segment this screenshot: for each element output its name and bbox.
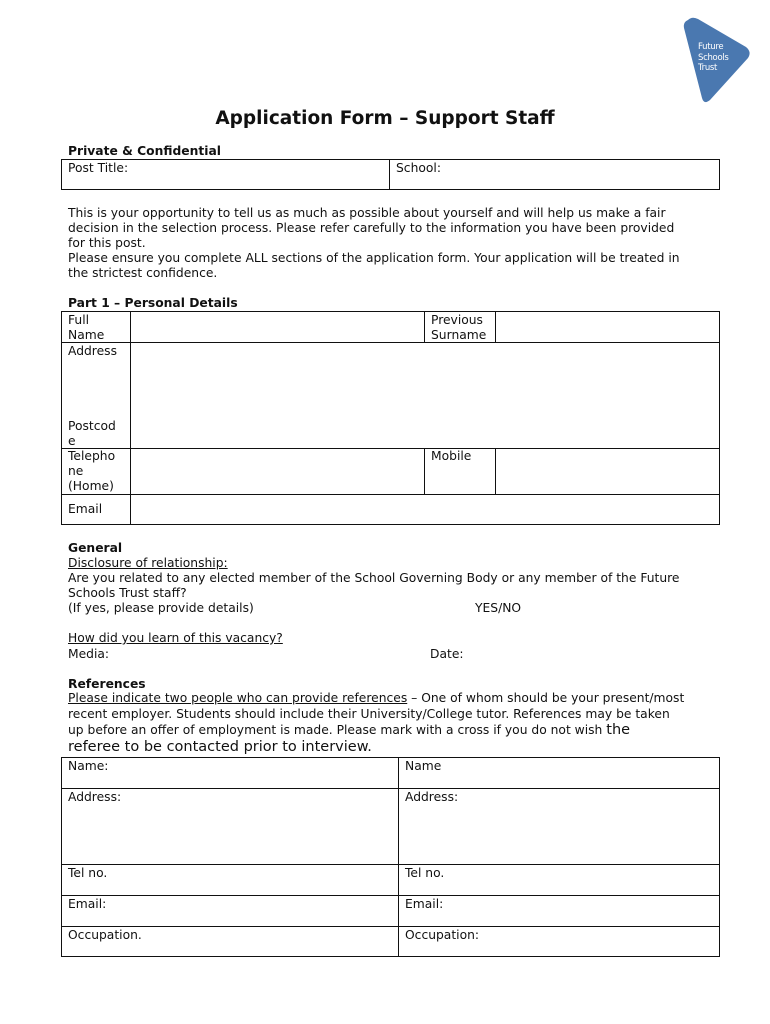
intro-line-2: decision in the selection process. Please refer carefully to the information you have been provided xyxy=(68,221,675,235)
page-title: Application Form – Support Staff xyxy=(215,108,555,129)
row-line-1 xyxy=(61,342,720,343)
post-title-field[interactable] xyxy=(150,161,385,187)
references-line-3 xyxy=(68,723,630,738)
address-label: Address xyxy=(68,344,117,358)
logo-line-3: Trust xyxy=(698,63,718,73)
col-line-mobile-1 xyxy=(424,448,425,494)
references-instruction-underlined: Please indicate two people who can provide references xyxy=(68,691,408,705)
col-line-mobile-2 xyxy=(495,448,496,494)
ref2-occupation-label: Occupation: xyxy=(405,928,480,942)
full-name-label xyxy=(68,313,104,343)
telephone-field[interactable] xyxy=(133,450,421,492)
postcode-label-1: Postcod xyxy=(68,419,116,433)
ref-row-line-4 xyxy=(61,926,720,927)
full-name-label-1: Full xyxy=(68,313,90,327)
ref1-address-label: Address: xyxy=(68,790,122,804)
postcode-label xyxy=(68,419,116,449)
references-heading: References xyxy=(68,677,146,691)
intro-line-4: Please ensure you complete ALL sections of the application form. Your application will be treated in xyxy=(68,251,680,265)
references-line-3-big: the xyxy=(606,722,631,738)
ref1-occupation-field[interactable] xyxy=(150,928,394,955)
disclosure-question-2: Schools Trust staff? xyxy=(68,586,187,600)
ref2-email-label: Email: xyxy=(405,897,444,911)
disclosure-label: Disclosure of relationship: xyxy=(68,556,228,570)
address-field[interactable] xyxy=(133,344,717,446)
telephone-label-3: (Home) xyxy=(68,479,114,493)
vacancy-question: How did you learn of this vacancy? xyxy=(68,631,283,645)
ref1-name-field[interactable] xyxy=(120,759,394,786)
ref2-name-field[interactable] xyxy=(450,759,716,786)
media-field[interactable] xyxy=(118,646,418,662)
date-field[interactable] xyxy=(470,646,710,662)
school-field[interactable] xyxy=(450,161,715,187)
references-line-4: referee to be contacted prior to interview. xyxy=(68,739,372,755)
ref1-tel-label: Tel no. xyxy=(68,866,108,880)
general-heading: General xyxy=(68,541,123,555)
ref2-name-label: Name xyxy=(405,759,442,773)
ref1-tel-field[interactable] xyxy=(120,866,394,893)
ref2-address-label: Address: xyxy=(405,790,459,804)
post-table-divider xyxy=(389,159,390,190)
col-line-prev-2 xyxy=(495,311,496,342)
row-line-2 xyxy=(61,448,720,449)
ref2-tel-field[interactable] xyxy=(460,866,716,893)
full-name-label-2: Name xyxy=(68,328,105,342)
intro-line-1: This is your opportunity to tell us as much as possible about yourself and will help us make a fair xyxy=(68,206,666,220)
references-divider xyxy=(398,757,399,957)
ref-row-line-1 xyxy=(61,788,720,789)
post-title-label: Post Title: xyxy=(68,161,129,175)
date-label: Date: xyxy=(430,647,464,661)
references-instruction-rest: – One of whom should be your present/most xyxy=(407,691,685,705)
col-line-label xyxy=(130,311,131,525)
postcode-label-2: e xyxy=(68,434,76,448)
previous-surname-field[interactable] xyxy=(498,313,717,340)
disclosure-question-1: Are you related to any elected member of the School Governing Body or any member of the Future xyxy=(68,571,680,585)
telephone-label xyxy=(68,449,115,494)
logo-line-1: Future xyxy=(698,42,724,52)
intro-line-3: for this post. xyxy=(68,236,146,250)
ref1-email-field[interactable] xyxy=(120,897,394,924)
ref2-address-field[interactable] xyxy=(401,806,717,862)
yes-no-option[interactable]: YES/NO xyxy=(475,601,522,615)
row-line-3 xyxy=(61,494,720,495)
full-name-field[interactable] xyxy=(133,313,421,340)
references-line-2: recent employer. Students should include their University/College tutor. References may be taken xyxy=(68,707,670,721)
intro-line-5: the strictest confidence. xyxy=(68,266,218,280)
telephone-label-2: ne xyxy=(68,464,84,478)
school-label: School: xyxy=(396,161,441,175)
ref1-email-label: Email: xyxy=(68,897,107,911)
confidential-heading: Private & Confidential xyxy=(68,144,221,158)
logo-line-2: Schools xyxy=(698,52,729,63)
previous-surname-label-2: Surname xyxy=(431,328,487,342)
ref2-occupation-field[interactable] xyxy=(490,928,716,955)
ref-row-line-2 xyxy=(61,864,720,865)
logo-text xyxy=(698,42,729,74)
ref-row-line-3 xyxy=(61,895,720,896)
references-line-3-text: up before an offer of employment is made. Please mark with a cross if you do not wish xyxy=(68,723,607,737)
ref2-tel-label: Tel no. xyxy=(405,866,445,880)
media-label: Media: xyxy=(68,647,110,661)
ref2-email-field[interactable] xyxy=(460,897,716,924)
if-yes-label: (If yes, please provide details) xyxy=(68,601,254,615)
ref1-occupation-label: Occupation. xyxy=(68,928,142,942)
ref1-name-label: Name: xyxy=(68,759,109,773)
mobile-field[interactable] xyxy=(498,450,717,492)
references-line-1 xyxy=(68,691,684,706)
email-label: Email xyxy=(68,502,103,516)
mobile-label: Mobile xyxy=(431,449,472,463)
part1-heading: Part 1 – Personal Details xyxy=(68,296,238,310)
ref1-address-field[interactable] xyxy=(64,806,394,862)
previous-surname-label xyxy=(431,313,486,343)
col-line-prev-1 xyxy=(424,311,425,342)
previous-surname-label-1: Previous xyxy=(431,313,483,327)
telephone-label-1: Telepho xyxy=(68,449,116,463)
email-field[interactable] xyxy=(133,496,717,523)
